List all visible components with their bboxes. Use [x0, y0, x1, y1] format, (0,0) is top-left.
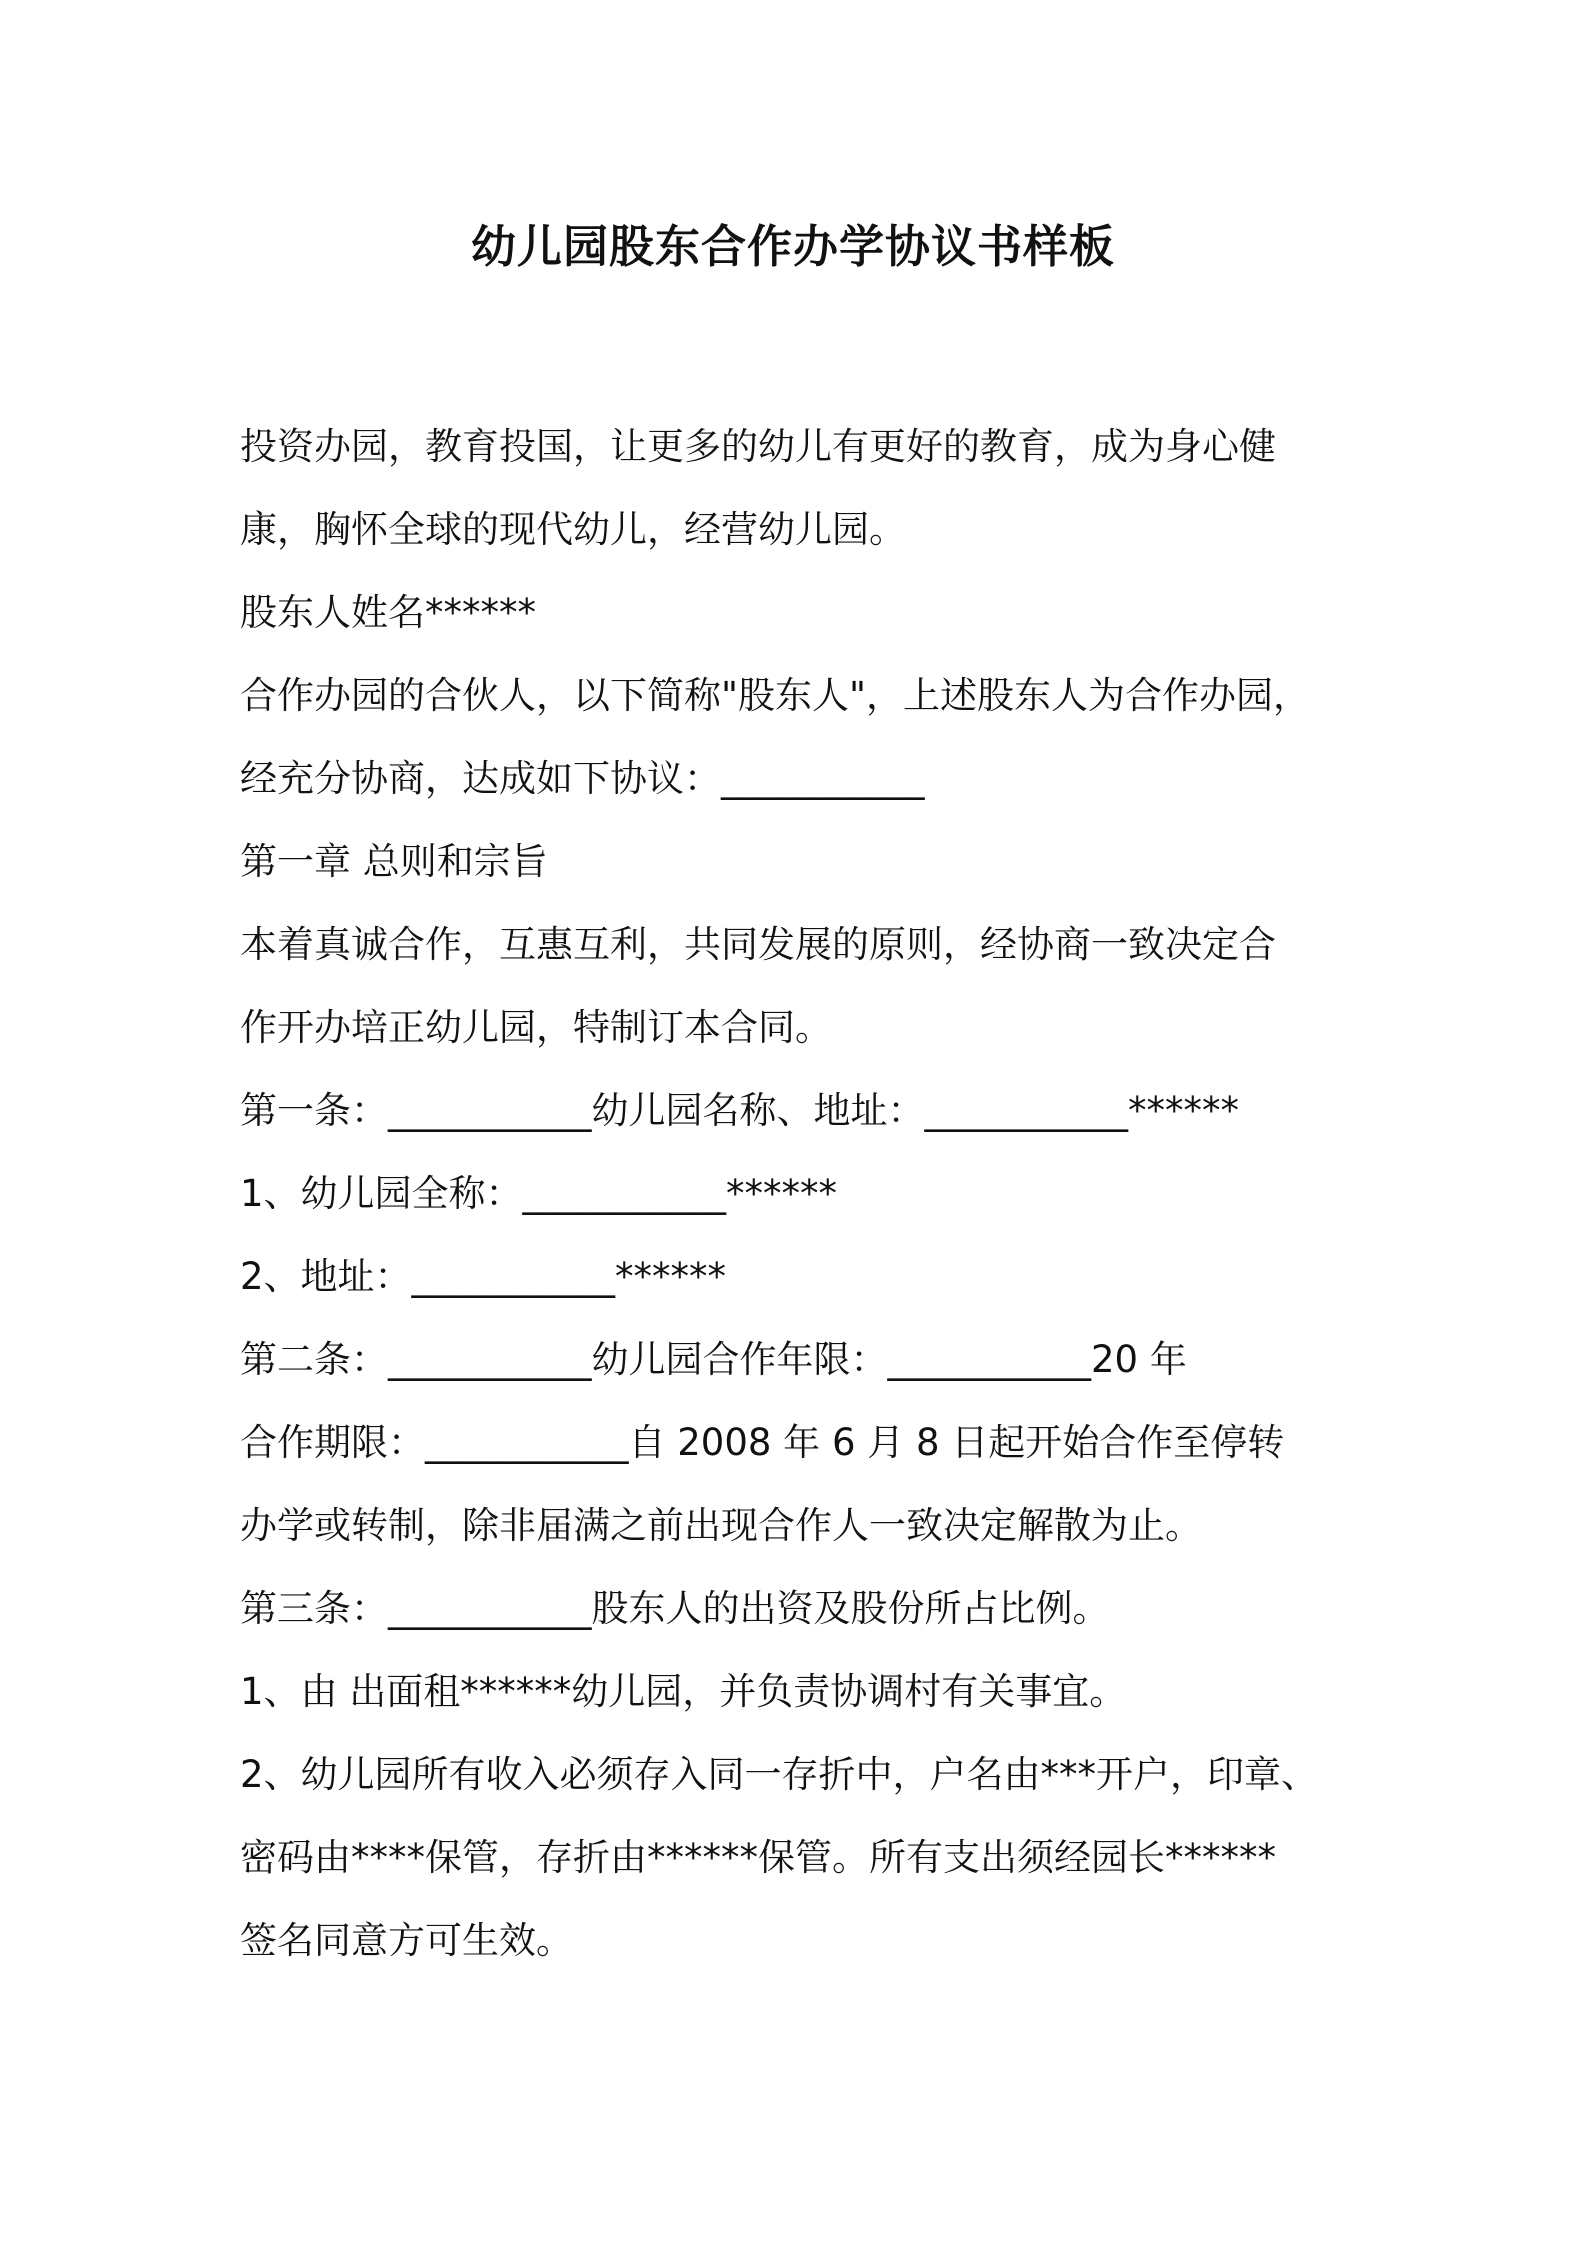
article-line: 第三条：___________股东人的出资及股份所占比例。 [240, 1587, 1110, 1630]
list-item: 2、幼儿园所有收入必须存入同一存折中，户名由***开户，印章、 [240, 1753, 1319, 1796]
paragraph-line: 签名同意方可生效。 [240, 1919, 573, 1962]
paragraph-line: 经充分协商，达成如下协议：___________ [240, 757, 925, 800]
list-item: 2、地址：___________****** [240, 1255, 727, 1298]
paragraph-line: 作开办培正幼儿园，特制订本合同。 [240, 1006, 832, 1049]
article-line: 第二条：___________幼儿园合作年限：___________20 年 [240, 1338, 1187, 1381]
list-item: 1、幼儿园全称：___________****** [240, 1172, 838, 1215]
paragraph-line: 办学或转制，除非届满之前出现合作人一致决定解散为止。 [240, 1504, 1202, 1547]
shareholder-name-line: 股东人姓名****** [240, 591, 536, 634]
chapter-heading: 第一章 总则和宗旨 [240, 840, 548, 883]
paragraph-line: 合作期限：___________自 2008 年 6 月 8 日起开始合作至停转 [240, 1421, 1285, 1464]
paragraph-line: 投资办园，教育投国，让更多的幼儿有更好的教育，成为身心健 [240, 425, 1276, 468]
document-body [240, 405, 1360, 1982]
paragraph-line: 康，胸怀全球的现代幼儿，经营幼儿园。 [240, 508, 906, 551]
paragraph-line: 合作办园的合伙人，以下简称"股东人"，上述股东人为合作办园， [240, 674, 1311, 717]
list-item: 1、由 出面租******幼儿园，并负责协调村有关事宜。 [240, 1670, 1127, 1713]
paragraph-line: 密码由****保管，存折由******保管。所有支出须经园长****** [240, 1836, 1276, 1879]
document-title: 幼儿园股东合作办学协议书样板 [470, 220, 1115, 273]
article-line: 第一条：___________幼儿园名称、地址：___________****** [240, 1089, 1239, 1132]
paragraph-line: 本着真诚合作，互惠互利，共同发展的原则，经协商一致决定合 [240, 923, 1276, 966]
